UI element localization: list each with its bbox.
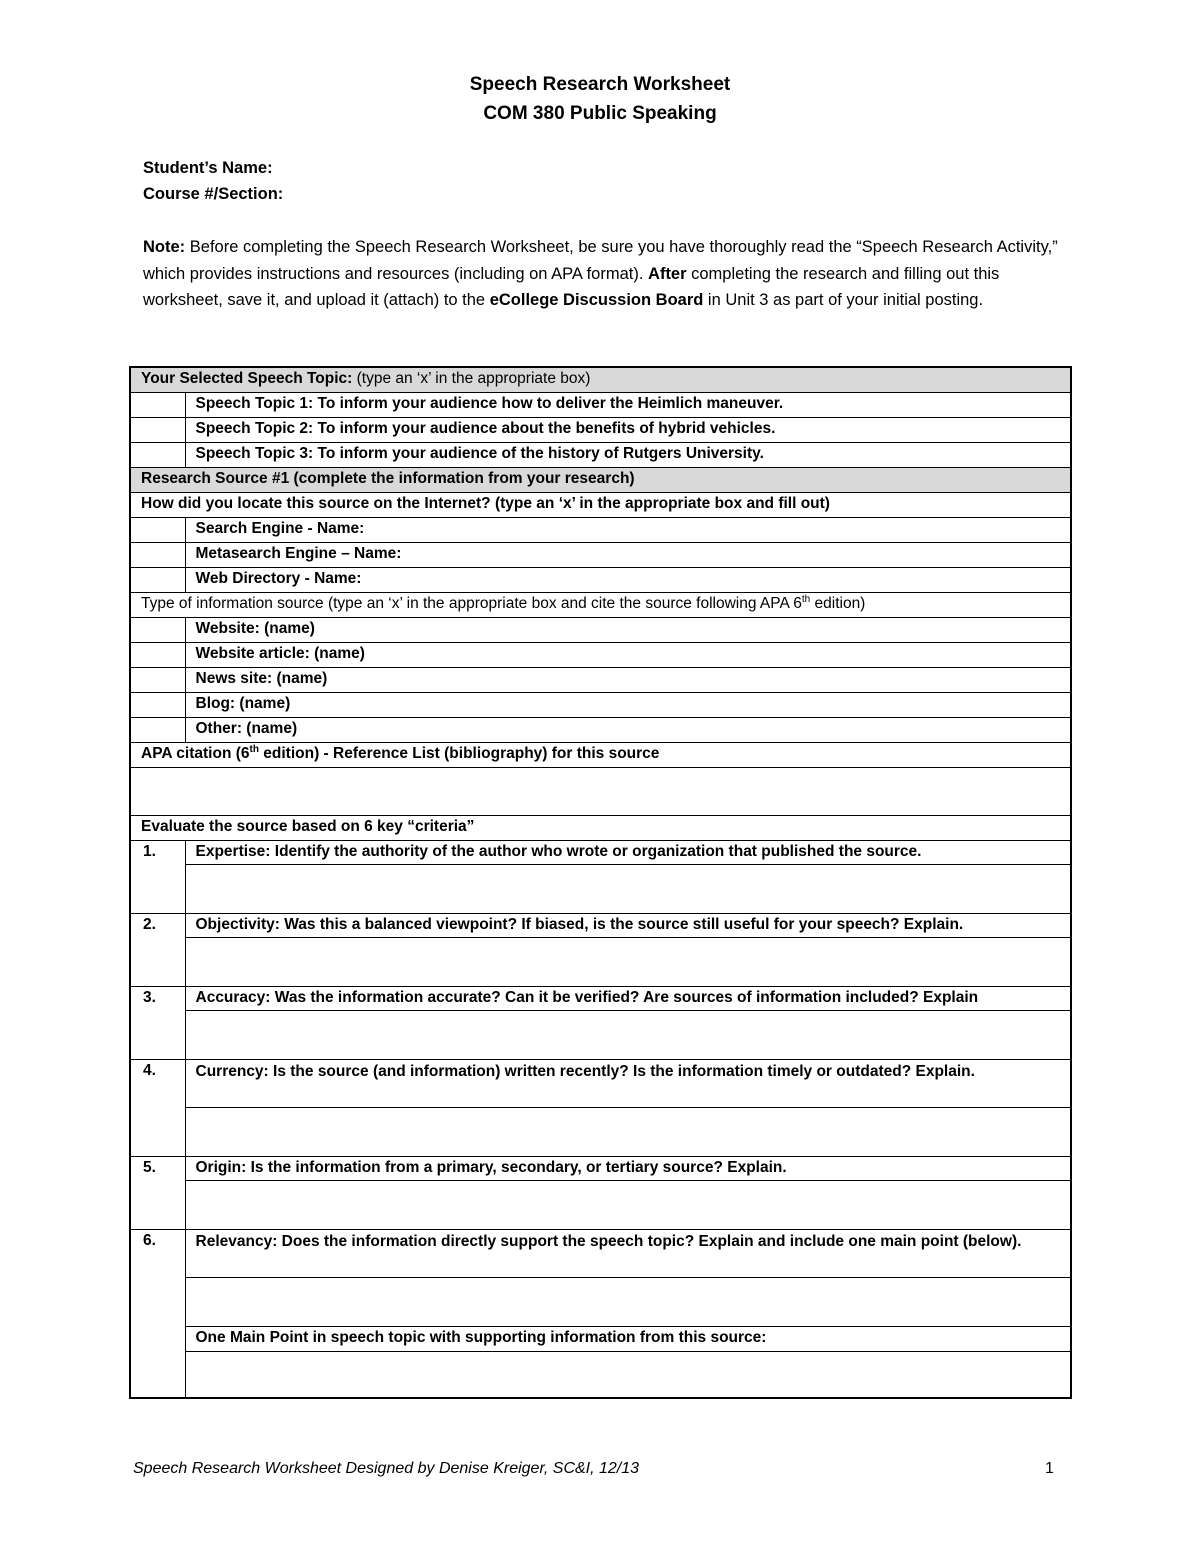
note-ecollege: eCollege Discussion Board (489, 291, 704, 309)
criterion-answer-row (130, 1180, 1071, 1229)
type-row (130, 692, 1071, 717)
blog-label[interactable]: Blog: (name) (185, 692, 1071, 717)
criterion-number: 5. (130, 1156, 185, 1180)
criterion-number: 6. (130, 1229, 185, 1277)
locate-row (130, 542, 1071, 567)
search-engine-label[interactable]: Search Engine - Name: (185, 517, 1071, 542)
note-text-3: in Unit 3 as part of your initial posting. (703, 291, 984, 309)
type-row (130, 617, 1071, 642)
criterion-answer-row (130, 1277, 1071, 1326)
topic-1-checkbox[interactable] (130, 392, 185, 417)
other-label[interactable]: Other: (name) (185, 717, 1071, 742)
course-section-label: Course #/Section: (143, 185, 284, 203)
note-text-2: completing the research and filling out this worksheet, save it, and upload it (attach) to the (143, 264, 1000, 309)
criterion-answer-row (130, 1010, 1071, 1059)
note-paragraph (143, 234, 1063, 314)
topic-row (130, 392, 1071, 417)
page-subtitle: COM 380 Public Speaking (483, 103, 717, 124)
note-after: After (648, 264, 687, 283)
accuracy-answer-field[interactable] (185, 1010, 1071, 1059)
evaluate-header-row: Evaluate the source based on 6 key “criteria” (130, 815, 1071, 840)
criterion-question: Objectivity: Was this a balanced viewpoint? If biased, is the source still useful for your speech? Explain. (185, 913, 1071, 937)
topic-header-row: Your Selected Speech Topic: (type an ‘x’ in the appropriate box) (130, 367, 1071, 392)
topic-2-label: Speech Topic 2: To inform your audience about the benefits of hybrid vehicles. (185, 417, 1071, 442)
web-directory-checkbox[interactable] (130, 567, 185, 592)
criterion-row (130, 913, 1071, 937)
footer-text: Speech Research Worksheet Designed by Denise Kreiger, SC&I, 12/13 (133, 1460, 640, 1477)
news-site-checkbox[interactable] (130, 667, 185, 692)
type-header-row: Type of information source (type an ‘x’ in the appropriate box and cite the source following APA 6th edition) (130, 592, 1071, 617)
type-row (130, 642, 1071, 667)
news-site-label[interactable]: News site: (name) (185, 667, 1071, 692)
locate-row (130, 567, 1071, 592)
criterion-question: Relevancy: Does the information directly support the speech topic? Explain and include one main point (below). (185, 1229, 1071, 1277)
criterion-number: 3. (130, 986, 185, 1010)
main-point-answer-row (130, 1351, 1071, 1398)
main-point-row (130, 1326, 1071, 1351)
topic-row (130, 417, 1071, 442)
type-row (130, 667, 1071, 692)
website-checkbox[interactable] (130, 617, 185, 642)
expertise-answer-field[interactable] (185, 864, 1071, 913)
currency-answer-field[interactable] (185, 1107, 1071, 1156)
locate-header-row: How did you locate this source on the Internet? (type an ‘x’ in the appropriate box and fill out) (130, 492, 1071, 517)
page-title: Speech Research Worksheet (469, 74, 731, 95)
apa-citation-field[interactable] (130, 767, 1071, 815)
web-directory-label[interactable]: Web Directory - Name: (185, 567, 1071, 592)
source-header-row: Research Source #1 (complete the information from your research) (130, 467, 1071, 492)
criterion-number: 1. (130, 840, 185, 864)
metasearch-engine-checkbox[interactable] (130, 542, 185, 567)
page-number: 1 (1045, 1460, 1054, 1477)
locate-row (130, 517, 1071, 542)
criterion-question: Accuracy: Was the information accurate? Can it be verified? Are sources of information included? Explain (185, 986, 1071, 1010)
criterion-row (130, 1229, 1071, 1277)
topic-3-checkbox[interactable] (130, 442, 185, 467)
worksheet-table (129, 366, 1072, 1399)
main-point-answer-field[interactable] (185, 1351, 1071, 1398)
criterion-question: Origin: Is the information from a primary, secondary, or tertiary source? Explain. (185, 1156, 1071, 1180)
criterion-number: 2. (130, 913, 185, 937)
origin-answer-field[interactable] (185, 1180, 1071, 1229)
main-point-label: One Main Point in speech topic with supporting information from this source: (185, 1326, 1071, 1351)
apa-citation-row (130, 767, 1071, 815)
criterion-answer-row (130, 937, 1071, 986)
apa-header-row: APA citation (6th edition) - Reference List (bibliography) for this source (130, 742, 1071, 767)
topic-row (130, 442, 1071, 467)
blog-checkbox[interactable] (130, 692, 185, 717)
criterion-question: Currency: Is the source (and information) written recently? Is the information timely or outdated? Explain. (185, 1059, 1071, 1107)
other-checkbox[interactable] (130, 717, 185, 742)
criterion-row (130, 840, 1071, 864)
criterion-question: Expertise: Identify the authority of the author who wrote or organization that published the source. (185, 840, 1071, 864)
criterion-row (130, 1156, 1071, 1180)
criterion-answer-row (130, 864, 1071, 913)
topic-2-checkbox[interactable] (130, 417, 185, 442)
website-article-label[interactable]: Website article: (name) (185, 642, 1071, 667)
relevancy-answer-field[interactable] (185, 1277, 1071, 1326)
note-label: Note: (143, 238, 186, 256)
metasearch-engine-label[interactable]: Metasearch Engine – Name: (185, 542, 1071, 567)
note-text-1: Before completing the Speech Research Worksheet, be sure you have thoroughly read the “Speech Research Activity,” which provides instructions and resources (including on APA format). (143, 238, 1058, 283)
criterion-answer-row (130, 1107, 1071, 1156)
criterion-row (130, 1059, 1071, 1107)
type-row (130, 717, 1071, 742)
website-label[interactable]: Website: (name) (185, 617, 1071, 642)
criterion-row (130, 986, 1071, 1010)
student-name-label: Student’s Name: (143, 159, 273, 177)
topic-1-label: Speech Topic 1: To inform your audience how to deliver the Heimlich maneuver. (185, 392, 1071, 417)
objectivity-answer-field[interactable] (185, 937, 1071, 986)
criterion-number: 4. (130, 1059, 185, 1107)
website-article-checkbox[interactable] (130, 642, 185, 667)
topic-3-label: Speech Topic 3: To inform your audience of the history of Rutgers University. (185, 442, 1071, 467)
search-engine-checkbox[interactable] (130, 517, 185, 542)
